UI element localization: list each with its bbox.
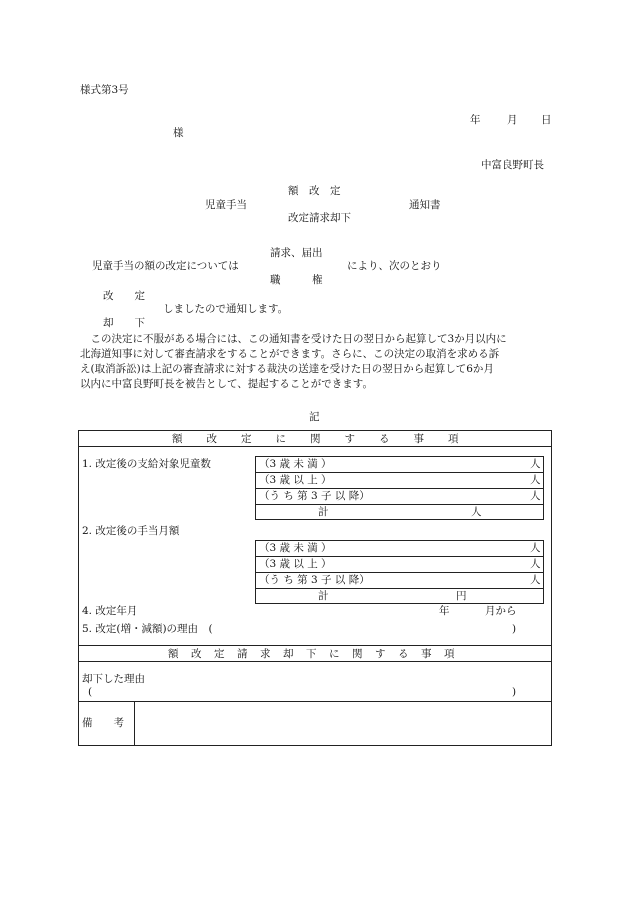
title-right: 通知書 [409, 199, 441, 211]
section1-header-divider [78, 446, 552, 447]
item1-total-unit: 人 [471, 506, 482, 518]
request-option-top: 請求、届出 [270, 247, 323, 259]
sender-name: 中富良野町長 [481, 159, 544, 171]
item2-row-divider [255, 556, 544, 557]
request-option-bottom: 職 権 [270, 274, 323, 286]
decision-option-bottom: 却 下 [103, 317, 145, 329]
item2-row-label: （う ち 第 3 子 以 降） [259, 574, 370, 586]
appeal-paragraph-line-2: 北海道知事に対して審査請求をすることができます。さらに、この決定の取消を求める訴 [80, 348, 500, 360]
item2-total-unit: 円 [456, 590, 467, 602]
title-option-bottom: 改定請求却下 [288, 212, 351, 224]
item2-row-unit: 人 [530, 542, 541, 554]
section2-header: 額 改 定 請 求 却 下 に 関 す る 事 項 [168, 648, 456, 660]
item2-total-label: 計 [318, 590, 329, 602]
item1-row-unit: 人 [530, 474, 541, 486]
item2-row-divider [255, 572, 544, 573]
ki-heading: 記 [309, 411, 320, 423]
item1-row-divider [255, 488, 544, 489]
item1-total-label: 計 [318, 506, 329, 518]
form-number: 様式第3号 [80, 84, 129, 96]
item4-year-label: 年 [439, 605, 450, 617]
section2-top-divider [78, 645, 552, 646]
item1-row-unit: 人 [530, 458, 541, 470]
item2-row-label: （3 歳 未 満 ） [259, 542, 332, 554]
item1-row-label: （3 歳 未 満 ） [259, 458, 332, 470]
remarks-label: 備 考 [82, 717, 124, 729]
appeal-paragraph-line-1: この決定に不服がある場合には、この通知書を受けた日の翌日から起算して3か月以内に [80, 333, 507, 345]
date-year-label: 年 [470, 114, 481, 126]
title-option-top: 額 改 定 [288, 185, 341, 197]
item4-month-label: 月から [485, 605, 517, 617]
appeal-paragraph-line-3: え(取消訴訟)は上記の審査請求に対する裁決の送達を受けた日の翌日から起算して6か月 [80, 363, 494, 375]
body-continuation: により、次のとおり [347, 260, 442, 272]
item2-label: 2. 改定後の手当月額 [82, 525, 180, 537]
remarks-top-divider [78, 701, 552, 702]
item1-row-label: （う ち 第 3 子 以 降） [259, 490, 370, 502]
appeal-paragraph-line-4: 以内に中富良野町長を被告として、提起することができます。 [80, 378, 373, 390]
rejection-reason-close-paren: ) [512, 686, 517, 698]
item1-row-divider [255, 504, 544, 505]
item5-label: 5. 改定(増・減額)の理由 ( [82, 623, 213, 635]
rejection-reason-label: 却下した理由 [82, 673, 145, 685]
date-month-label: 月 [507, 114, 518, 126]
decision-option-top: 改 定 [103, 290, 145, 302]
section1-header: 額 改 定 に 関 す る 事 項 [172, 433, 460, 445]
body-opening: 児童手当の額の改定については [92, 260, 239, 272]
item2-row-divider [255, 588, 544, 589]
title-left: 児童手当 [205, 199, 247, 211]
date-day-label: 日 [541, 114, 552, 126]
remarks-column-divider [134, 701, 135, 746]
section2-header-divider [78, 661, 552, 662]
item1-row-divider [255, 472, 544, 473]
rejection-reason-open-paren: ( [88, 686, 93, 698]
item1-row-unit: 人 [530, 490, 541, 502]
item1-row-label: （3 歳 以 上 ） [259, 474, 332, 486]
item1-label: 1. 改定後の支給対象児童数 [82, 458, 211, 470]
item5-close-paren: ) [512, 623, 517, 635]
item2-row-unit: 人 [530, 558, 541, 570]
item2-row-unit: 人 [530, 574, 541, 586]
item4-label: 4. 改定年月 [82, 605, 138, 617]
body-notified: しましたので通知します。 [163, 303, 289, 315]
addressee-suffix: 様 [173, 127, 184, 139]
item2-row-label: （3 歳 以 上 ） [259, 558, 332, 570]
